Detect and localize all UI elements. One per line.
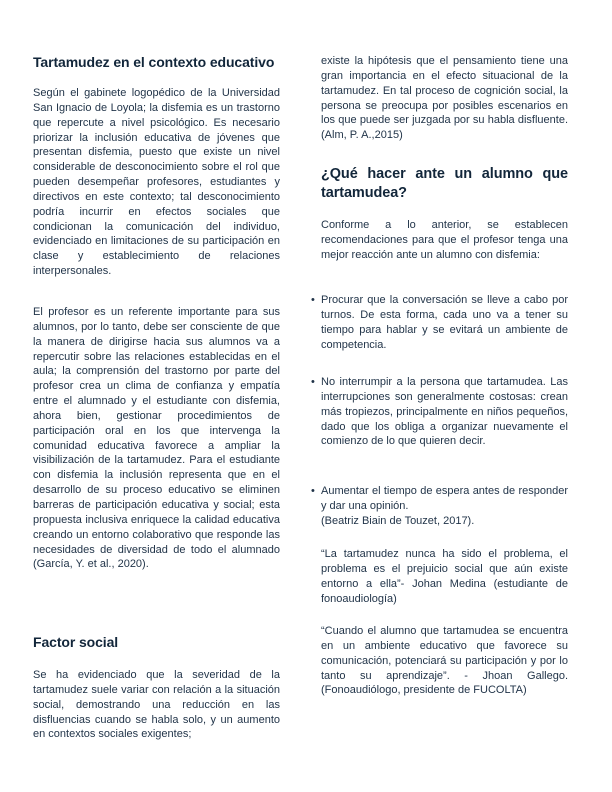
list-item-no-interrumpir [311,375,568,449]
citation-biain: (Beatriz Biain de Touzet, 2017). [321,515,475,527]
bullet-text: No interrumpir a la persona que tartamudea. Las interrupciones son generalmente costosas: crean más tropiezos, principalmente en niños pequeños, dado que los obliga a organizar nuevamente el comienzo de lo que quieren decir. [321,376,568,448]
bullet-marker: • [311,376,315,388]
quote-gallego: “Cuando el alumno que tartamudea se encuentra en un ambiente educativo que favorece su comunicación, potenciará su participación y por lo tanto su aprendizaje”. - Jhoan Gallego. (Fonoaudiólogo, presidente de FUCOLTA) [321,625,568,697]
paragraph-continuation: existe la hipótesis que el pensamiento tiene una gran importancia en el efecto situacional de la tartamudez. En tal proceso de cognición social, la persona se preocupa por posibles escenarios en los que puede ser juzgada por su habla disfluente. (Alm, P. A.,2015) [321,55,568,142]
paragraph-recomendaciones: Conforme a lo anterior, se establecen recomendaciones para que el profesor tenga una mejor reacción ante un alumno con disfemia: [321,219,568,261]
quote-medina: “La tartamudez nunca ha sido el problema, el problema es el prejuicio social que aún existe entorno a ella”- Johan Medina (estudiante de fonoaudiología) [321,548,568,605]
heading-que-hacer: ¿Qué hacer ante un alumno que tartamudea? [321,166,568,201]
heading-factor-social: Factor social [33,634,119,650]
bullet-marker: • [311,485,315,497]
bullet-text: Aumentar el tiempo de espera antes de responder y dar una opinión. [321,485,568,512]
paragraph-factor-social: Se ha evidenciado que la severidad de la tartamudez suele variar con relación a la situación social, demostrando una reducción en las disfluencias cuando se habla solo, y un aumento en contextos sociales exigentes; [33,669,280,741]
paragraph-disfemia: Según el gabinete logopédico de la Universidad San Ignacio de Loyola; la disfemia es un trastorno que repercute a nivel psicológico. Es necesario priorizar la inclusión educativa de jóvenes que presentan disfemia, puesto que existe un nivel considerable de desconocimiento sobre el rol que pueden desempeñar profesores, estudiantes y directivos en este contexto; tal desconocimiento podría incurrir en efectos sociales que condicionan la comunicación del individuo, evidenciado en limitaciones de su participación en clase y establecimiento de relaciones interpersonales. [33,87,280,278]
bullet-marker: • [311,294,315,306]
list-item-turnos [311,293,568,352]
list-item-tiempo-espera [311,484,568,514]
paragraph-profesor: El profesor es un referente importante para sus alumnos, por lo tanto, debe ser consciente de que la manera de dirigirse hacia sus alumnos va a repercutir sobre las relaciones establecidas en el aula; la comprensión del trastorno por parte del profesor crea un clima de confianza y empatía entre el alumnado y el estudiante con disfemia, ahora bien, gestionar procedimientos de participación oral en los que intervenga la comunidad educativa favorece a ampliar la visibilización de la tartamudez. Para el estudiante con disfemia la inclusión representa que en el desarrollo de su proceso educativo se eliminen barreras de participación educativa y social; esta propuesta inclusiva enriquece la calidad educativa creando un entorno colaborativo que responde las necesidades de diversidad de todo el alumnado (García, Y. et al., 2020). [33,306,280,571]
bullet-text: Procurar que la conversación se lleve a cabo por turnos. De esta forma, cada uno va a tener su tiempo para hablar y se evitará un ambiente de competencia. [321,294,568,351]
heading-contexto-educativo: Tartamudez en el contexto educativo [33,54,275,70]
